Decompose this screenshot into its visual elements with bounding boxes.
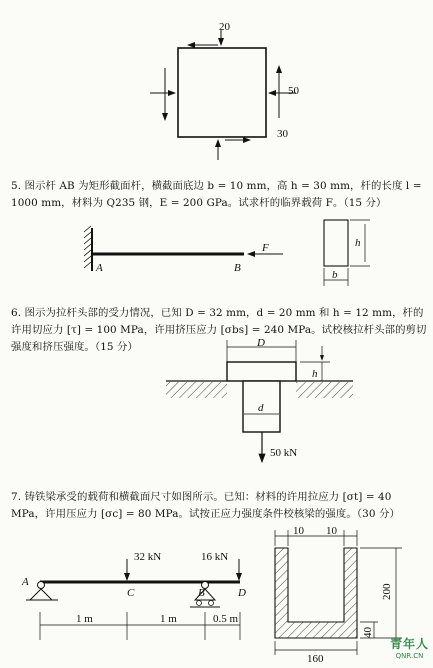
q7-load1-label: 32 kN (134, 551, 162, 563)
q5-line2: 1000 mm，材料为 Q235 钢，E = 200 GPa。试求杆的临界载荷 F。（15 分） (11, 197, 387, 209)
q7-label-D: D (238, 587, 246, 599)
right-stress-label: 50 (288, 85, 299, 97)
q7-dim-t1: 10 (293, 525, 304, 537)
q7-text (11, 489, 426, 523)
q7-label-C: C (127, 587, 135, 599)
q7-span2: 1 m (160, 613, 177, 625)
q7-span1: 1 m (76, 613, 93, 625)
q7-figure (21, 525, 402, 665)
q6-load-label: 50 kN (270, 447, 298, 459)
watermark-url: QNR.CN (395, 652, 424, 660)
q7-label-B: B (198, 587, 205, 599)
q5-label-B: B (234, 262, 241, 274)
q5-text (11, 178, 426, 212)
q7-dim-w: 160 (307, 653, 324, 665)
shear-stress-label: 30 (277, 128, 288, 140)
q7-line1: 7. 铸铁梁承受的载荷和横截面尺寸如图所示。已知：材料的许用拉应力 [σt] = 40 (11, 491, 392, 503)
q5-line1: 5. 图示杆 AB 为矩形截面杆，横截面底边 b = 10 mm，高 h = 30 mm，杆的长度 l = (11, 180, 422, 192)
q6-label-d: d (258, 402, 264, 414)
top-stress-label: 20 (219, 21, 230, 33)
q5-label-F: F (262, 242, 269, 254)
q6-line2: 许用切应力 [τ] = 100 MPa，许用挤压应力 [σbs] = 240 MPa。试校核拉杆头部的剪切 (11, 324, 427, 336)
q7-dim-t2: 10 (326, 525, 337, 537)
q5-label-h: h (355, 237, 361, 249)
q7-dim-h: 200 (381, 583, 393, 600)
q6-line1: 6. 图示为拉杆头部的受力情况，已知 D = 32 mm，d = 20 mm 和 h = 12 mm，杆的 (11, 307, 424, 319)
watermark (390, 635, 429, 660)
q5-label-b: b (332, 269, 338, 281)
q6-line3: 强度和挤压强度。（15 分） (11, 341, 139, 353)
q7-label-A: A (22, 576, 29, 588)
q5-label-A: A (96, 262, 103, 274)
q5-figure (84, 220, 370, 286)
q7-dim-b: 40 (362, 627, 374, 638)
watermark-main: 青年人 (389, 637, 429, 651)
q7-load2-label: 16 kN (201, 551, 229, 563)
q7-span3: 0.5 m (213, 613, 239, 625)
q7-line2: MPa，许用压应力 [σc] = 80 MPa。试按正应力强度条件校核梁的强度。（30 分） (11, 508, 400, 520)
q6-label-h: h (312, 368, 318, 380)
q6-label-D: D (257, 337, 265, 349)
q6-text (11, 305, 426, 356)
stress-element-square (178, 48, 266, 137)
